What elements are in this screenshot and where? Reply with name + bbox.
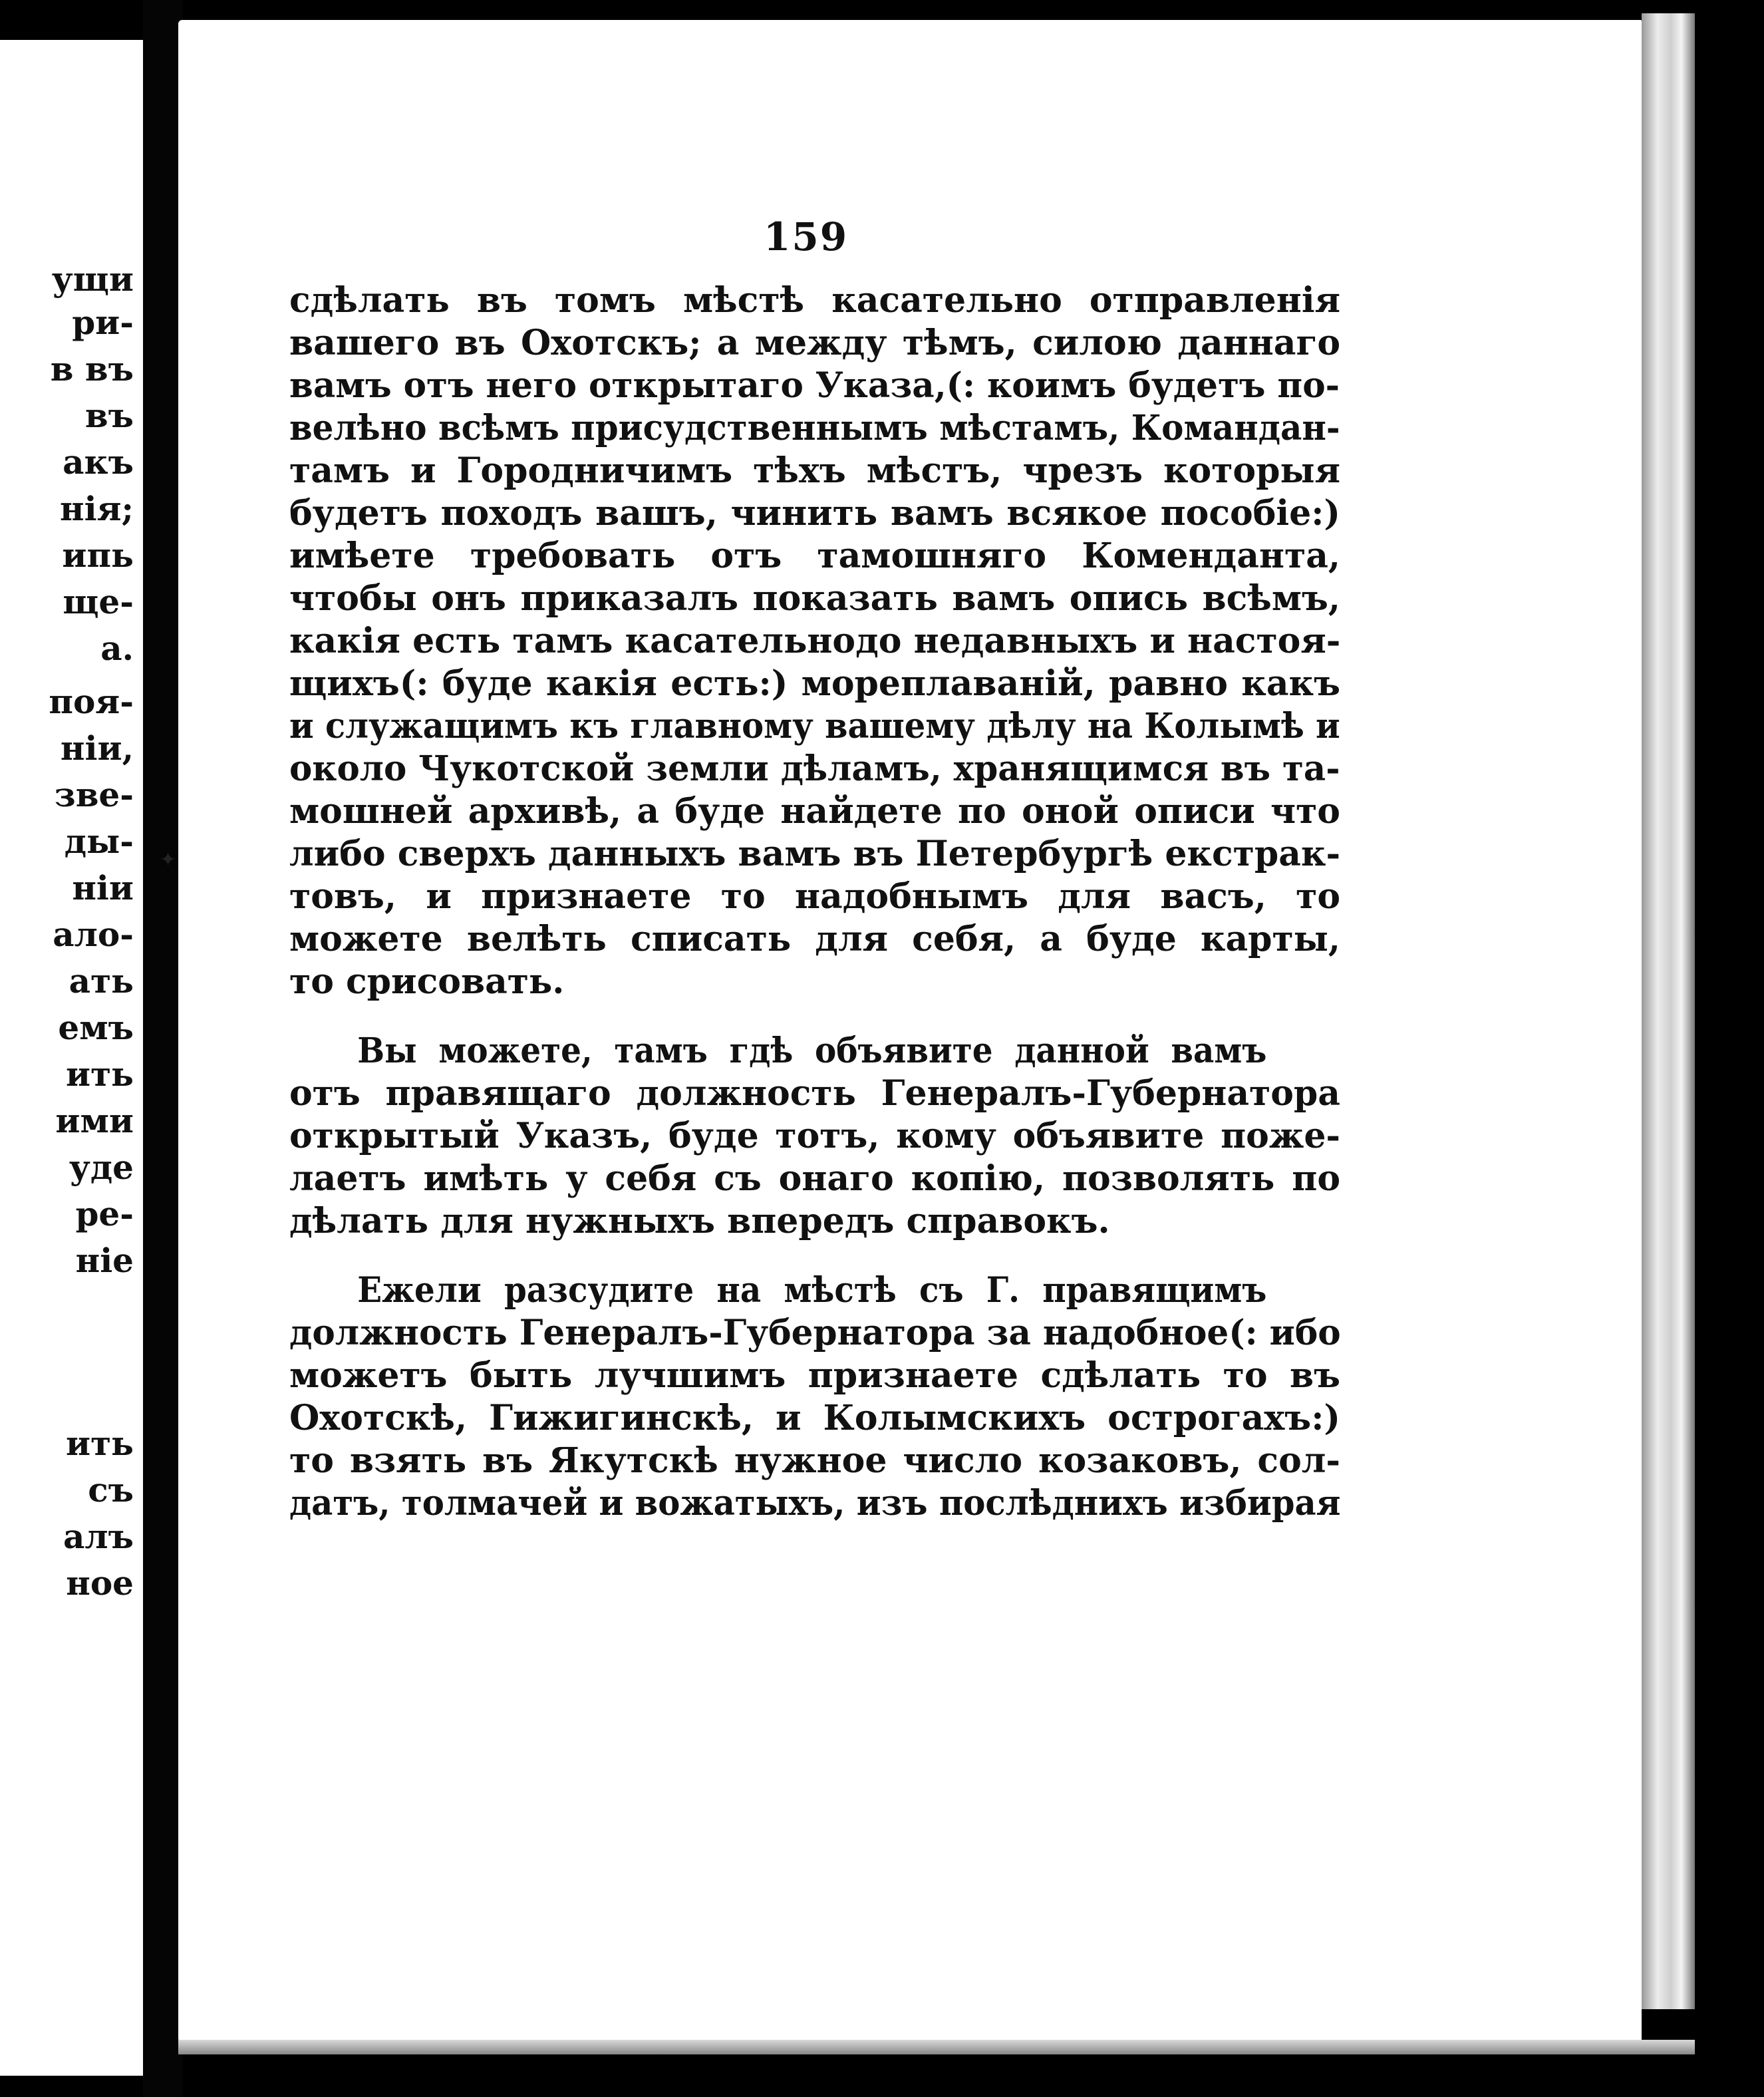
text-line: какія есть тамъ касательнодо недавныхъ и настоя- [289,621,1341,661]
page-edges-bottom [178,2040,1695,2054]
text-line: дѣлать для нужныхъ впередъ справокъ. [289,1201,1110,1241]
text-line: Ежели разсудите на мѣстѣ съ Г. правящимъ [357,1270,1267,1311]
previous-page-line: ущи [51,259,134,299]
text-line: вашего въ Охотскъ; а между тѣмъ, силою даннаго [289,323,1340,363]
previous-page-line: ить [65,1424,134,1463]
text-line: чтобы онъ приказалъ показать вамъ опись всѣмъ, [289,578,1340,619]
text-line: открытый Указъ, буде тотъ, кому объявите поже- [289,1116,1340,1156]
text-line: то срисовать. [289,961,565,1002]
previous-page-line: акъ [63,442,134,482]
ink-smudge: ✦ [160,848,177,872]
page-body [289,279,1340,1525]
text-line: мошней архивѣ, а буде найдете по оной описи что [289,791,1340,832]
text-line: Охотскѣ, Гижигинскѣ, и Колымскихъ острогахъ:) [289,1398,1340,1438]
previous-page-line: ное [66,1563,134,1603]
previous-page-line: а. [100,629,134,668]
text-line: либо сверхъ данныхъ вамъ въ Петербургѣ екстрак- [289,834,1341,874]
previous-page-line: зве- [54,775,134,814]
previous-page-line: съ [88,1470,134,1510]
text-line: около Чукотской земли дѣламъ, хранящимся въ та- [289,748,1340,789]
previous-page-line: ри- [72,303,134,342]
paragraph [289,1269,1340,1525]
previous-page-line: уде [69,1148,134,1187]
previous-page-line: в въ [50,349,134,389]
book-gutter [143,0,183,2097]
text-line: должность Генералъ-Губернатора за надобное(: ибо [289,1313,1341,1353]
text-line: отъ правящаго должность Генералъ-Губернатора [289,1073,1340,1114]
previous-page-line: ре- [75,1194,134,1233]
text-line: Вы можете, тамъ гдѣ объявите данной вамъ [357,1031,1267,1071]
previous-page-line: ими [55,1101,134,1140]
text-line: датъ, толмачей и вожатыхъ, изъ послѣднихъ избирая [289,1483,1341,1524]
previous-page-line: ніи [72,868,134,907]
text-line: имѣете требовать отъ тамошняго Коменданта, [289,536,1340,576]
text-line: щихъ(: буде какія есть:) мореплаваній, равно какъ [289,663,1340,704]
text-line: сдѣлать въ томъ мѣстѣ касательно отправленія [289,280,1340,321]
previous-page-line: ать [69,961,134,1001]
text-line: можете велѣть списать для себя, а буде карты, [289,919,1340,959]
page-number: 159 [764,214,849,259]
text-line: то взять въ Якутскѣ нужное число козаковъ, сол- [289,1440,1340,1481]
previous-page-line: ить [65,1054,134,1094]
previous-page-line: нія; [60,489,134,528]
previous-page-line: ипь [62,536,134,575]
previous-page-line: въ [84,396,134,435]
previous-page-line: ды- [64,822,134,861]
previous-page [0,40,143,2076]
text-line: можетъ быть лучшимъ признаете сдѣлать то въ [289,1355,1340,1396]
previous-page-line: ніи, [60,728,134,768]
text-line: вамъ отъ него открытаго Указа,(: коимъ будетъ по- [289,365,1340,406]
previous-page-line: ніе [75,1241,134,1280]
text-line: и служащимъ къ главному вашему дѣлу на Колымѣ и [289,706,1340,746]
text-line: будетъ походъ вашъ, чинить вамъ всякое пособіе:) [289,493,1340,534]
previous-page-line: алъ [63,1517,134,1556]
page-edges [1642,13,1695,2009]
previous-page-line: поя- [49,682,134,721]
previous-page-line: емъ [58,1008,134,1047]
paragraph [289,279,1340,1003]
previous-page-line: ало- [53,915,134,954]
text-line: товъ, и признаете то надобнымъ для васъ, то [289,876,1340,917]
previous-page-line: ще- [63,582,134,621]
text-line: тамъ и Городничимъ тѣхъ мѣстъ, чрезъ которыя [289,450,1340,491]
text-line: лаетъ имѣть у себя съ онаго копію, позволять по [289,1158,1340,1199]
text-line: велѣно всѣмъ присудственнымъ мѣстамъ, Командан- [289,408,1340,448]
paragraph [289,1030,1340,1243]
